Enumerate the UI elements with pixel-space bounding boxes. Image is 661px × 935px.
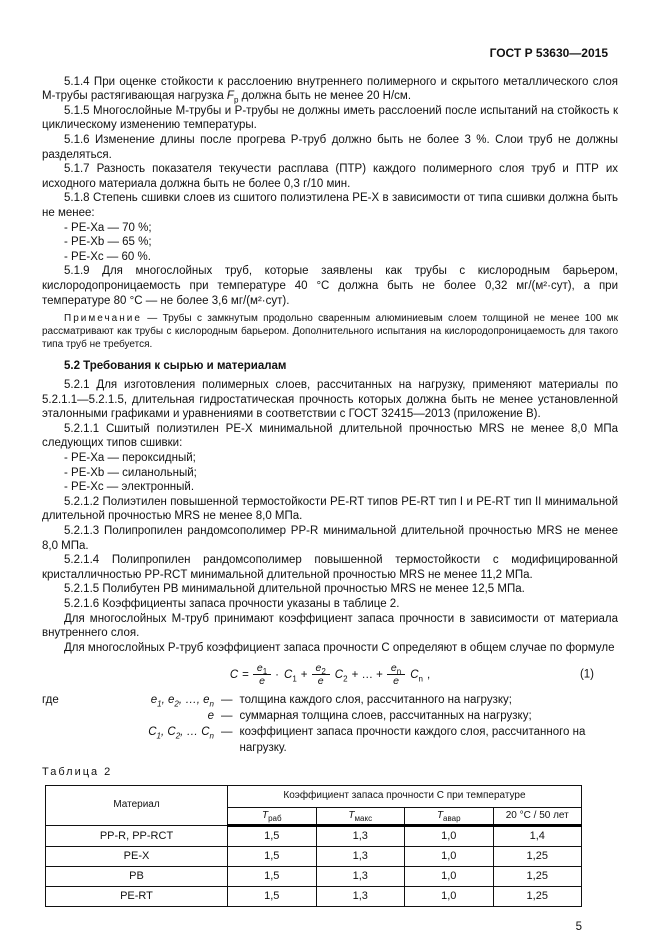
- table-cell-material: PE-RT: [46, 887, 228, 907]
- section-heading-5-2: 5.2 Требования к сырью и материалам: [64, 360, 287, 373]
- list-item-pe-xc: - PE-Xc — 60 %.: [64, 250, 151, 263]
- numerator-subscript: 1: [262, 667, 268, 677]
- table-cell: 1,5: [228, 847, 317, 867]
- definition-text: коэффициент запаса прочности каждого слоя, рассчитанного на нагрузку.: [239, 726, 586, 755]
- fraction: [312, 662, 330, 687]
- fraction: [253, 662, 271, 687]
- table-header-20c-50let: 20 °С / 50 лет: [493, 807, 582, 826]
- paragraph-m-tubes: Для многослойных М-труб принимают коэффициент запаса прочности в зависимости от материала внутреннего слоя.: [42, 612, 618, 640]
- list-item-pe-xa: - РЕ-Ха — 70 %;: [64, 221, 152, 234]
- clause-5-2-1-2: 5.2.1.2 Полиэтилен повышенной термостойкости PE-RT типов PE-RT тип I и PE-RT тип II минимальной длительной прочностью MRS не менее 8,0 МПа.: [42, 495, 618, 523]
- table-cell: 1,0: [405, 826, 494, 847]
- table-cell: 1,25: [493, 847, 582, 867]
- dash: —: [221, 726, 233, 739]
- table-cell: 1,3: [316, 887, 405, 907]
- denominator: e: [393, 675, 399, 688]
- clause-5-2-1-6: 5.2.1.6 Коэффициенты запаса прочности указаны в таблице 2.: [64, 597, 400, 610]
- table-cell-material: PB: [46, 867, 228, 887]
- where-definition-e-layers: [42, 692, 618, 708]
- table-header-t-maks: $Т_{макс}$: [316, 807, 405, 826]
- clause-5-2-1-5: 5.2.1.5 Полибутен РВ минимальной длительной прочностью MRS не менее 12,5 МПа.: [64, 583, 525, 596]
- table-cell: 1,0: [405, 867, 494, 887]
- clause-5-1-5: 5.1.5 Многослойные М-трубы и Р-трубы не должны иметь расслоений после испытаний на стойкость к циклическому изменению температуры.: [42, 104, 618, 132]
- clause-5-2-1-4: 5.2.1.4 Полипропилен рандомсополимер повышенной термостойкости с модифицированной кристалличностью PP-RCT минимальной длительной прочностью MRS не менее 11,2 МПа.: [42, 554, 618, 581]
- formula-1: [42, 662, 618, 687]
- operator: ·: [275, 668, 280, 681]
- table-cell: 1,5: [228, 887, 317, 907]
- note-label: Примечание: [64, 313, 142, 325]
- table-row: [46, 847, 582, 867]
- symbol-e-list: $e_1$, $e_2$, …, $e_n$: [150, 694, 214, 709]
- table-caption: Таблица 2: [42, 766, 113, 779]
- table-header-material: Материал: [46, 785, 228, 825]
- table-row: [46, 887, 582, 907]
- table-cell: 1,0: [405, 847, 494, 867]
- symbol-c-list: $C_1$, $C_2$, … $C_n$: [148, 726, 214, 741]
- clause-text: должна быть не менее 20 Н/см.: [238, 90, 412, 103]
- table-cell: 1,3: [316, 867, 405, 887]
- clause-5-2-1: 5.2.1 Для изготовления полимерных слоев, рассчитанных на нагрузку, применяют материалы по 5.2.1.1—5.2.1.5, длительная гидростатическая прочность которых должна быть не менее установленной эталонными графиками и уравнениями в соответствии с ГОСТ 32415—2013 (приложение В).: [42, 379, 618, 421]
- note-block: [42, 313, 618, 351]
- definition-text: суммарная толщина слоев, рассчитанных на нагрузку;: [239, 710, 532, 723]
- table-cell-material: PE-X: [46, 847, 228, 867]
- table-header-t-rab: $Т_{раб}$: [228, 807, 317, 826]
- table-cell: 1,4: [493, 826, 582, 847]
- clause-5-2-1-1: 5.2.1.1 Сшитый полиэтилен РЕ-Х минимальной длительной прочностью MRS не менее 8,0 МПа следующих типов сшивки:: [42, 422, 618, 450]
- force-symbol: F: [226, 90, 234, 103]
- table-cell: 1,0: [405, 887, 494, 907]
- where-definition-c-coefficients: [42, 724, 618, 756]
- numerator: e: [315, 662, 322, 675]
- numerator: e: [256, 662, 263, 675]
- coefficient: $C_2$: [334, 668, 348, 683]
- list-item-electron: - PE-Xc — электронный.: [64, 481, 195, 494]
- note-dash: —: [141, 313, 163, 325]
- table-header-row: [46, 785, 582, 807]
- clause-5-1-7: 5.1.7 Разность показателя текучести расплава (ПТР) каждого полимерного слоя труб и ПТР их исходного материала должна быть не более 0,3 г/10 мин.: [42, 163, 618, 190]
- clause-5-1-6: 5.1.6 Изменение длины после прогрева Р-труб должно быть не более 3 %. Слои труб не должны разделяться.: [42, 133, 618, 161]
- clause-text: 5.1.4 При оценке стойкости к расслоению внутреннего полимерного и скрытого металлического слоя М-трубы растягивающая нагрузка: [42, 75, 618, 103]
- list-item-silanol: - PE-Xb — силанольный;: [64, 466, 197, 479]
- equals-sign: =: [242, 668, 249, 681]
- table-row: [46, 867, 582, 887]
- where-definition-e-total: [42, 708, 618, 724]
- list-item-pe-xb: - PE-Xb — 65 %;: [64, 236, 152, 249]
- table-cell: 1,5: [228, 826, 317, 847]
- list-item-peroxide: - РЕ-Ха — пероксидный;: [64, 452, 196, 465]
- fraction: [387, 662, 405, 687]
- operator: + … +: [351, 668, 383, 681]
- table-cell: 1,3: [316, 847, 405, 867]
- document-number: ГОСТ Р 53630—2015: [489, 46, 608, 60]
- table-cell: 1,5: [228, 867, 317, 887]
- table-cell-material: PP-R, PP-RCT: [46, 826, 228, 847]
- dash: —: [221, 710, 233, 723]
- formula-number: (1): [579, 668, 594, 681]
- where-lead: где: [42, 694, 59, 707]
- paragraph-p-tubes: Для многослойных Р-труб коэффициент запаса прочности С определяют в общем случае по формуле: [64, 641, 615, 654]
- numerator-subscript: n: [396, 667, 402, 677]
- page-number: 5: [575, 921, 582, 934]
- table-cell: 1,25: [493, 887, 582, 907]
- denominator: e: [317, 675, 324, 688]
- formula-lhs: C: [229, 668, 239, 681]
- dash: —: [221, 694, 233, 707]
- comma: ,: [426, 668, 431, 681]
- note-text: Трубы с замкнутым продольно сваренным алюминиевым слоем толщиной не менее 100 мк рассматривают как трубы с кислородным барьером. Дополнительного испытания на кислородопроницаемость для такого типа труб не требуется.: [42, 313, 618, 350]
- table-header-t-avar: $Т_{авар}$: [405, 807, 494, 826]
- page-content: [42, 46, 618, 935]
- force-symbol-subscript: р: [233, 95, 239, 105]
- clause-5-2-1-3: 5.2.1.3 Полипропилен рандомсополимер PP-R минимальной длительной прочностью MRS не менее 8,0 МПа.: [42, 525, 618, 552]
- table-header-group: Коэффициент запаса прочности С при температуре: [228, 785, 582, 807]
- definition-text: толщина каждого слоя, рассчитанного на нагрузку;: [239, 694, 512, 707]
- numerator-subscript: 2: [321, 667, 326, 677]
- numerator: e: [390, 662, 397, 675]
- clause-5-1-9: 5.1.9 Для многослойных труб, которые заявлены как трубы с кислородным барьером, кислородопроницаемость при температуре 40 °С должна быть не более 0,32 мг/(м²·сут), а при температуре 80 °С — не более 3,6 мг/(м²·сут).: [42, 265, 618, 307]
- formula-expression: [230, 662, 430, 687]
- denominator: e: [259, 675, 265, 688]
- table-row: [46, 826, 582, 847]
- table-cell: 1,3: [316, 826, 405, 847]
- operator: +: [300, 668, 308, 681]
- table-cell: 1,25: [493, 867, 582, 887]
- clause-5-1-8: 5.1.8 Степень сшивки слоев из сшитого полиэтилена РЕ-Х в зависимости от типа сшивки должна быть не менее:: [42, 192, 618, 219]
- clause-5-1-4: [42, 75, 618, 104]
- coefficient: $C_1$: [284, 668, 297, 683]
- coefficient: $C_n$: [410, 668, 423, 683]
- table-2: [45, 785, 582, 907]
- symbol-e: e: [207, 710, 214, 723]
